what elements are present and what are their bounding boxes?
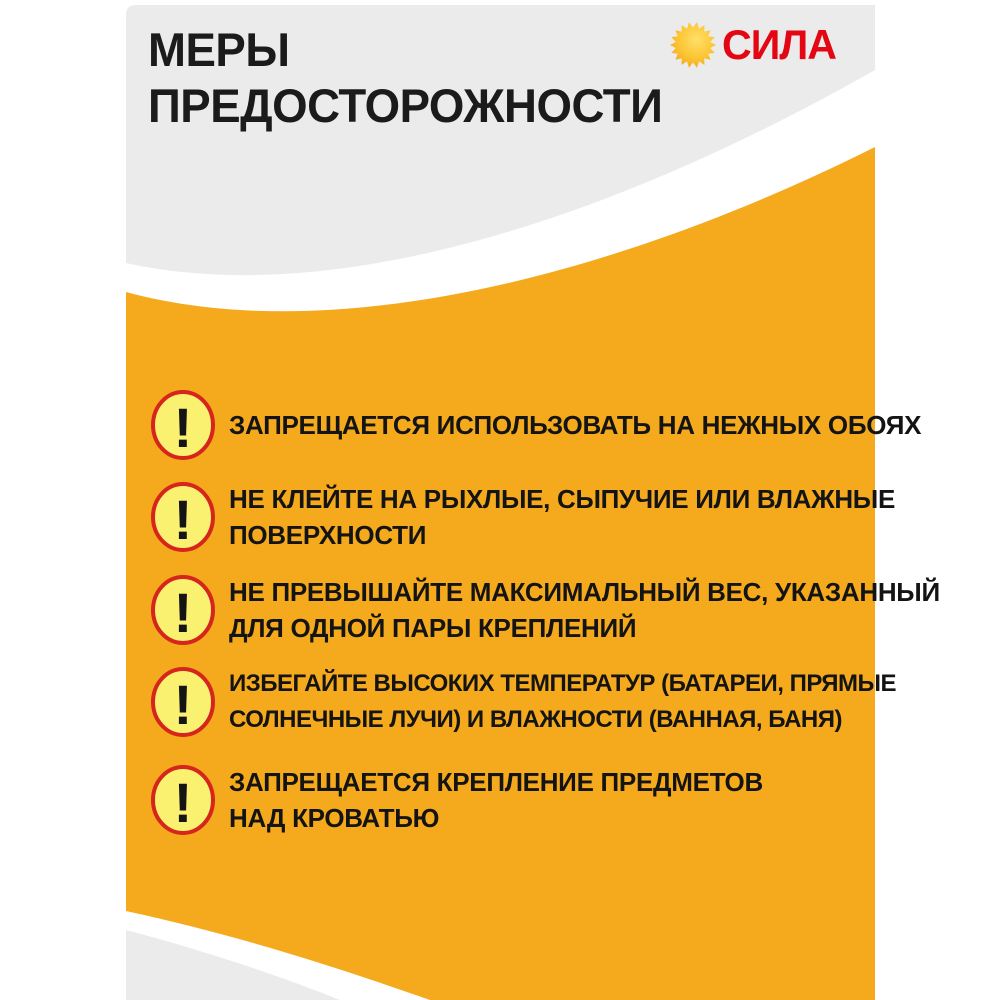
exclamation-warning-icon [150,574,216,646]
warning-item [150,764,763,836]
exclamation-glyph: ! [173,581,193,644]
exclamation-glyph: ! [173,488,193,551]
exclamation-glyph: ! [173,396,193,459]
warning-text: НЕ КЛЕЙТЕ НА РЫХЛЫЕ, СЫПУЧИЕ ИЛИ ВЛАЖНЫЕ ПОВЕРХНОСТИ [229,484,896,550]
warning-item [150,389,921,461]
exclamation-warning-icon [150,764,216,836]
page-title [148,22,662,134]
warning-text: ЗАПРЕЩАЕТСЯ ИСПОЛЬЗОВАТЬ НА НЕЖНЫХ ОБОЯХ [229,410,922,440]
brand-name: СИЛА [722,21,837,68]
page-title-line-2: ПРЕДОСТОРОЖНОСТИ [148,79,663,132]
warning-item [150,666,896,738]
exclamation-warning-icon [150,481,216,553]
warning-text: ИЗБЕГАЙТЕ ВЫСОКИХ ТЕМПЕРАТУР (БАТАРЕИ, ПРЯМЫЕ СОЛНЕЧНЫЕ ЛУЧИ) И ВЛАЖНОСТИ (ВАННАЯ, БАНЯ) [229,670,897,733]
sun-burst-polygon [670,22,716,67]
brand-logo [670,22,838,68]
exclamation-warning-icon [150,389,216,461]
exclamation-glyph: ! [173,673,193,736]
sun-burst-icon [670,22,716,68]
warning-item [150,574,940,646]
warning-text: НЕ ПРЕВЫШАЙТЕ МАКСИМАЛЬНЫЙ ВЕС, УКАЗАННЫЙ ДЛЯ ОДНОЙ ПАРЫ КРЕПЛЕНИЙ [229,577,940,643]
warning-item [150,481,895,553]
exclamation-warning-icon [150,666,216,738]
exclamation-glyph: ! [173,771,193,834]
page-title-line-1: МЕРЫ [148,23,290,76]
warning-text: ЗАПРЕЩАЕТСЯ КРЕПЛЕНИЕ ПРЕДМЕТОВ НАД КРОВАТЬЮ [229,767,763,833]
